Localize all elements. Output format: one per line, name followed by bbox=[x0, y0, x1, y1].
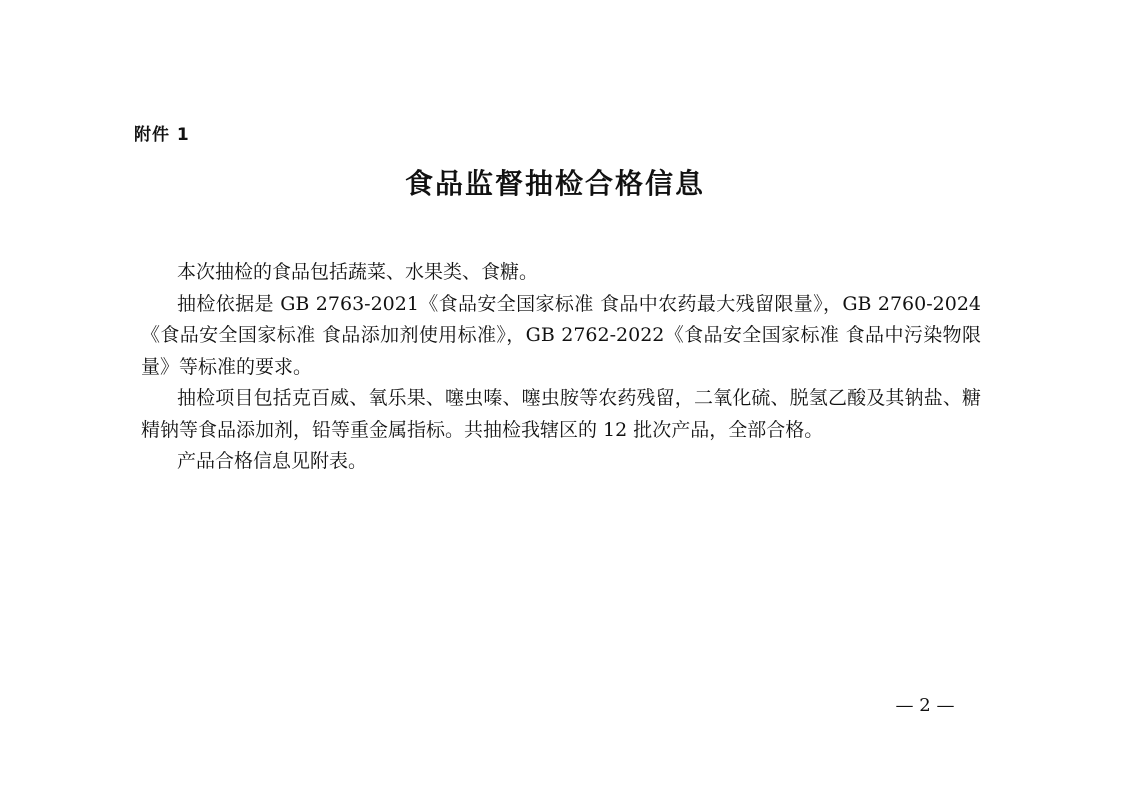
page-title: 食品监督抽检合格信息 bbox=[404, 167, 705, 200]
attachment-label: 附件 1 bbox=[134, 125, 190, 145]
body-text bbox=[141, 257, 981, 478]
paragraph-items: 抽检项目包括克百威、氧乐果、噻虫嗪、噻虫胺等农药残留，二氧化硫、脱氢乙酸及其钠盐、糖精钠等食品添加剂，铅等重金属指标。共抽检我辖区的 12 批次产品，全部合格。 bbox=[141, 387, 981, 441]
page-number: — 2 — bbox=[895, 695, 955, 716]
paragraph-basis: 抽检依据是 GB 2763-2021《食品安全国家标准 食品中农药最大残留限量》，GB 2760-2024《食品安全国家标准 食品添加剂使用标准》，GB 2762-2022《食品安全国家标准 食品中污染物限量》等标准的要求。 bbox=[141, 292, 981, 378]
paragraph-appendix-note: 产品合格信息见附表。 bbox=[177, 450, 368, 472]
paragraph-scope: 本次抽检的食品包括蔬菜、水果类、食糖。 bbox=[177, 261, 539, 283]
